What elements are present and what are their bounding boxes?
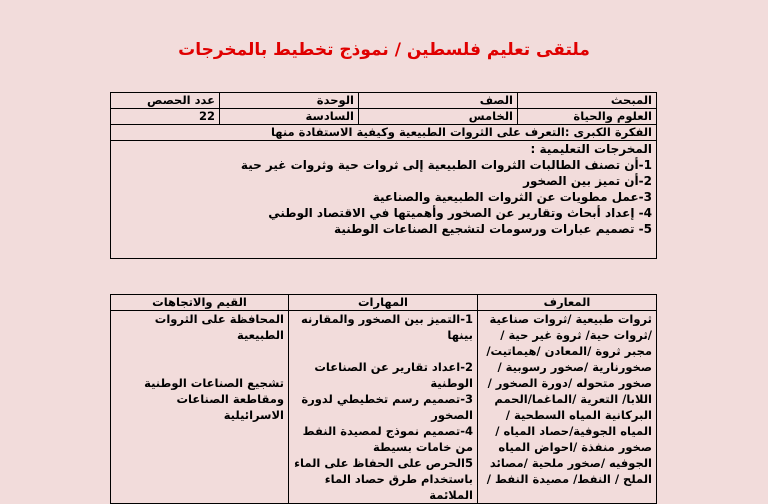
outcomes-label: المخرجات التعليمية : xyxy=(530,142,652,156)
content-header-row xyxy=(111,295,657,311)
knowledge-text: ثروات طبيعية /ثروات صناعية /ثروات حية/ ثروة غير حية /مجبر ثروة /المعادن /هيماتيت/صخورنارية /صخور رسوبية /صخور متحوله /دورة الصخور /اللابا/ التعرية /الماغما/الحمم البركانية المياه السطحية / المياه الجوفية/حصاد المياه /صخور منفذة /احواض المياه الجوفيه /صخور ملحية /مصائد الملح / النفط/ مصيدة النفط / xyxy=(486,312,652,486)
outcome-item: 5- تصميم عبارات ورسومات لتشجيع الصناعات الوطنية xyxy=(334,222,652,236)
content-table xyxy=(110,294,657,504)
value-item: تشجيع الصناعات الوطنية ومقاطعة الصناعات الاسرائيلية xyxy=(144,376,284,422)
unit-label: الوحدة xyxy=(220,93,359,109)
subject-label: المبحث xyxy=(518,93,657,109)
values-cell xyxy=(111,311,289,504)
grade-label: الصف xyxy=(359,93,518,109)
skills-cell xyxy=(289,311,478,504)
skill-item: 5الحرص على الحفاظ على الماء باستخدام طرق حصاد الماء الملائمة xyxy=(294,456,473,502)
skill-item: 2-اعداد تقارير عن الصناعات الوطنية xyxy=(314,360,473,390)
skill-item: 4-تصميم نموذج لمصيدة النفط من خامات بسيطة xyxy=(302,424,473,454)
grade-value: الخامس xyxy=(359,109,518,125)
values-header: القيم والاتجاهات xyxy=(111,295,289,311)
periods-label: عدد الحصص xyxy=(111,93,220,109)
skill-item: 3-تصميم رسم تخطيطي لدورة الصخور xyxy=(301,392,473,422)
outcome-item: 2-أن تميز بين الصخور xyxy=(523,174,652,188)
big-idea: الفكرة الكبرى :التعرف على الثروات الطبيعية وكيفية الاستفادة منها xyxy=(111,125,657,141)
info-table xyxy=(110,92,657,259)
value-item: المحافظة على الثروات الطبيعية xyxy=(154,312,284,342)
outcomes-row xyxy=(111,141,657,259)
info-value-row xyxy=(111,109,657,125)
content-body-row xyxy=(111,311,657,504)
skills-header: المهارات xyxy=(289,295,478,311)
outcome-item: 1-أن تصنف الطالبات الثروات الطبيعية إلى ثروات حية وثروات غير حية xyxy=(240,158,652,172)
knowledge-header: المعارف xyxy=(478,295,657,311)
outcome-item: 3-عمل مطويات عن الثروات الطبيعية والصناعية xyxy=(372,190,652,204)
unit-value: السادسة xyxy=(220,109,359,125)
knowledge-cell xyxy=(478,311,657,504)
outcomes-cell xyxy=(111,141,657,259)
periods-value: 22 xyxy=(111,109,220,125)
page-title: ملتقى تعليم فلسطين / نموذج تخطيط بالمخرجات xyxy=(178,40,590,60)
info-header-row xyxy=(111,93,657,109)
big-idea-row xyxy=(111,125,657,141)
skill-item: 1-التميز بين الصخور والمقارنه بينها xyxy=(300,312,473,342)
subject-value: العلوم والحياة xyxy=(518,109,657,125)
outcome-item: 4- إعداد أبحاث وتقارير عن الصخور وأهميتها في الاقتصاد الوطني xyxy=(268,206,652,220)
